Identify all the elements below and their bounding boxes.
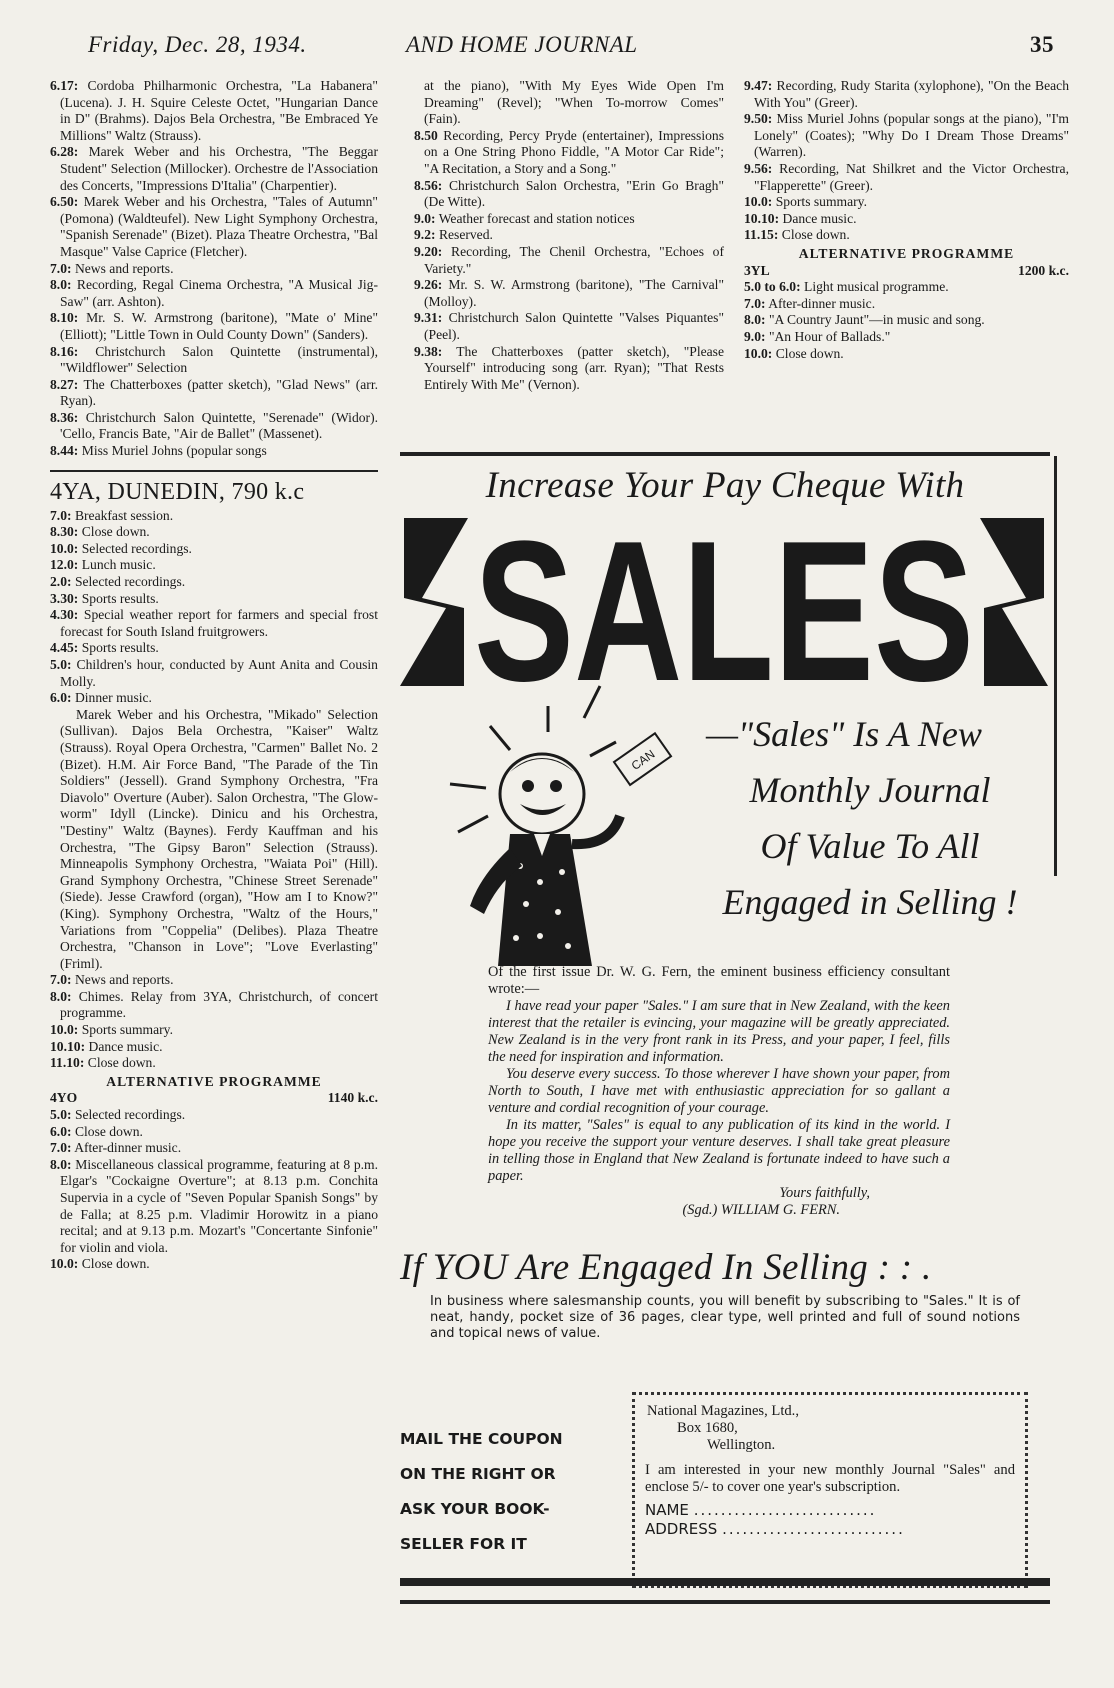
- mail-line-4: SELLER FOR IT: [400, 1535, 527, 1553]
- programme-time: 10.0:: [50, 540, 79, 556]
- programme-entry: [50, 591, 378, 608]
- programme-entry: [50, 541, 378, 558]
- programme-text: Christchurch Salon Quintette "Valses Piquantes" (Peel).: [424, 310, 724, 342]
- programme-text: Reserved.: [438, 227, 493, 243]
- programme-entry: [50, 1124, 378, 1141]
- programme-entry: [50, 277, 378, 310]
- programme-text: Sports results.: [81, 590, 159, 606]
- programme-entry: [50, 144, 378, 194]
- programme-time: 8.30:: [50, 524, 79, 540]
- mascot-card-text: CAN: [628, 746, 658, 773]
- programme-time: 8.0:: [744, 312, 766, 328]
- programme-text: Special weather report for farmers and special frost forecast for South Island fruitgrowers.: [60, 607, 378, 639]
- programme-entry: [414, 277, 724, 310]
- testimonial-letter: [488, 964, 950, 1219]
- programme-time: 8.56:: [414, 177, 443, 193]
- programme-text: Chimes. Relay from 3YA, Christchurch, of concert programme.: [60, 988, 378, 1021]
- tagline-line-2: Monthly Journal: [749, 770, 991, 810]
- ad-tagline: [690, 706, 1050, 930]
- programme-text: Christchurch Salon Orchestra, "Erin Go Bragh" (De Witte).: [424, 177, 724, 210]
- coupon-address-line-1: National Magazines, Ltd.,: [647, 1403, 799, 1419]
- programme-text: Lunch music.: [81, 557, 156, 573]
- programme-text: Recording, Regal Cinema Orchestra, "A Musical Jig-Saw" (arr. Ashton).: [60, 277, 378, 309]
- programme-time: 9.2:: [414, 227, 436, 243]
- engaged-headline: If YOU Are Engaged In Selling : : .: [400, 1247, 932, 1288]
- station-heading-4ya: 4YA, DUNEDIN, 790 k.c: [50, 470, 378, 506]
- programme-entry: [744, 279, 1069, 296]
- programme-text: Selected recordings.: [74, 574, 186, 590]
- programme-time: 10.0:: [50, 1256, 79, 1272]
- alt-station-frequency-3yl: 1200 k.c.: [1018, 262, 1069, 278]
- letter-paragraph-2: You deserve every success. To those wherever I have shown your paper, from North to South, I have met with enthusiastic appreciation for so gallant a venture and cordial recognition of your courage.: [488, 1066, 950, 1116]
- alt-station-callsign: 4YO: [50, 1090, 78, 1106]
- page-header: [88, 32, 1054, 64]
- coupon-address-line-3: Wellington.: [707, 1437, 776, 1453]
- tagline-line-4: Engaged in Selling !: [722, 882, 1018, 922]
- programme-time: 9.38:: [414, 343, 443, 359]
- programme-entry: [50, 657, 378, 690]
- programme-entry: [50, 1140, 378, 1157]
- programme-list-4yo: [50, 1107, 378, 1273]
- dinner-music-text: Marek Weber and his Orchestra, "Mikado" Selection (Sullivan). Dajos Bela Orchestra, "Kaiser" Waltz (Strauss). Royal Opera Orchestra, "Carmen" Ballet No. 2 (Bizet). H.M. Air Force Band, "The Parade of the Tin Soldiers" (Jessell). Grand Symphony Orchestra, "Fra Diavolo" Overture (Auber). Salon Orchestra, "The Glow-worm" Idyll (Lincke). Dinicu and his Orchestra, "Destiny" Waltz (Baynes). Ferdy Kauffman and his Orchestra, "The Gipsy Baron" Selection (Strauss). Minneapolis Symphony Orchestra, "Waiata Poi" (Hill). Grand Symphony Orchestra, "Chinese Street Serenade" (Siede). Jesse Crawford (organ), "How am I to Know?" (King). Symphony Orchestra, "Waltz of the Hours," Variations from "Coppelia" (Delibes). Plaza Theatre Orchestra, "Chanson in Love"; "Love Everlasting" (Friml).: [60, 706, 378, 971]
- programme-entry: [50, 972, 378, 989]
- engaged-body-text: In business where salesmanship counts, you will benefit by subscribing to "Sales." It is of neat, handy, pocket size of 36 pages, clear type, well printed and full of sound notions and topical news of value.: [430, 1294, 1020, 1341]
- programme-list-col3: [744, 78, 1069, 244]
- programme-entry: [50, 508, 378, 525]
- alt-station-line: [50, 1090, 378, 1107]
- mail-instructions: [400, 1422, 600, 1562]
- programme-text: Miss Muriel Johns (popular songs: [81, 443, 267, 459]
- programme-entry: [744, 194, 1069, 211]
- column-3: [744, 78, 1069, 362]
- programme-text: Mr. S. W. Armstrong (baritone), "Mate o' Mine" (Elliott); "Little Town in Ould County Down" (Sanders).: [60, 310, 378, 342]
- programme-entry: [744, 78, 1069, 111]
- programme-entry: [744, 161, 1069, 194]
- programme-entry: [50, 78, 378, 144]
- column-divider: [1054, 456, 1057, 876]
- programme-entry: [50, 261, 378, 278]
- programme-entry: [50, 1055, 378, 1072]
- programme-time: 6.0:: [50, 1123, 72, 1139]
- coupon-address-field[interactable]: [645, 1521, 1015, 1538]
- programme-text: News and reports.: [74, 972, 174, 988]
- programme-entry: [744, 227, 1069, 244]
- programme-text: Light musical programme.: [804, 279, 949, 295]
- letter-paragraph-1: I have read your paper "Sales." I am sure that in New Zealand, with the keen interest that the retailer is evincing, your magazine will be greatly appreciated. New Zealand is in the very front rank in its Press, and your paper, I feel, fills the need for inspiration and information.: [488, 998, 950, 1065]
- coupon-address-dots: ...........................: [722, 1520, 905, 1538]
- tagline-line-3: Of Value To All: [760, 826, 980, 866]
- programme-time: 4.45:: [50, 640, 79, 656]
- programme-time: 10.0:: [744, 345, 773, 361]
- programme-entry: [414, 178, 724, 211]
- programme-entry: [414, 244, 724, 277]
- programme-time: 8.50: [414, 127, 438, 143]
- programme-text: Close down.: [81, 524, 150, 540]
- programme-time: 9.26:: [414, 277, 443, 293]
- programme-entry: [50, 607, 378, 640]
- programme-entry: [50, 344, 378, 377]
- mail-line-3: ASK YOUR BOOK-: [400, 1500, 550, 1518]
- programme-entry: [50, 1256, 378, 1273]
- programme-entry: [744, 111, 1069, 161]
- programme-entry: [414, 128, 724, 178]
- tagline-line-1: —"Sales" Is A New: [706, 714, 982, 754]
- programme-text: Recording, Nat Shilkret and the Victor Orchestra, "Flapperette" (Greer).: [754, 160, 1069, 193]
- programme-time: 6.28:: [50, 144, 79, 160]
- letter-signature: (Sgd.) WILLIAM G. FERN.: [682, 1202, 840, 1218]
- programme-time: 10.10:: [744, 210, 780, 226]
- logo-text: SALES: [474, 500, 974, 723]
- programme-text: Recording, The Chenil Orchestra, "Echoes of Variety.": [424, 243, 725, 276]
- programme-text: Dinner music.: [74, 690, 152, 706]
- programme-text: Cordoba Philharmonic Orchestra, "La Habanera" (Lucena). J. H. Squire Celeste Octet, "Hungarian Dance in D" (Brahms). Dajos Bela Orchestra, "Be Embraced Ye Millions" Waltz (Strauss).: [60, 78, 378, 143]
- programme-entry: [414, 227, 724, 244]
- programme-entry: [50, 1157, 378, 1257]
- programme-text: The Chatterboxes (patter sketch), "Please Yourself" introducing song (arr. Ryan); "That Rests Entirely With Me" (Vernon).: [424, 343, 724, 392]
- alt-programme-heading-3yl: ALTERNATIVE PROGRAMME: [798, 245, 1015, 261]
- programme-text: Miss Muriel Johns (popular songs at the piano), "I'm Lonely" (Coates); "Why Do I Dream Those Dreams" (Warren).: [754, 111, 1070, 160]
- programme-text: Recording, Rudy Starita (xylophone), "On the Beach With You" (Greer).: [754, 78, 1069, 110]
- programme-time: 5.0:: [50, 1107, 72, 1123]
- programme-time: 9.50:: [744, 111, 773, 127]
- programme-text: Close down.: [74, 1123, 143, 1139]
- programme-time: 7.0:: [50, 507, 72, 523]
- letter-paragraph-3: In its matter, "Sales" is equal to any publication of its kind in the world. I hope you receive the support your venture deserves. I shall take great pleasure in telling those in England that New Zealand is fortunate indeed to have such a paper.: [488, 1117, 950, 1184]
- sales-advertisement: [400, 452, 1050, 1604]
- programme-time: 7.0:: [50, 972, 72, 988]
- coupon-name-label: NAME: [645, 1501, 689, 1519]
- programme-time: 9.20:: [414, 243, 443, 259]
- ad-footer-rule: [400, 1578, 1050, 1586]
- logo-right-bolt: [980, 518, 1048, 686]
- programme-time: 8.0:: [50, 988, 72, 1004]
- programme-text: Christchurch Salon Quintette (instrumental), "Wildflower" Selection: [60, 343, 378, 376]
- header-date: Friday, Dec. 28, 1934.: [88, 32, 307, 57]
- programme-entry: [50, 557, 378, 574]
- ad-headline: Increase Your Pay Cheque With: [485, 465, 965, 506]
- programme-entry: [50, 524, 378, 541]
- coupon-address-line-2: Box 1680,: [677, 1420, 738, 1436]
- programme-text: Marek Weber and his Orchestra, "The Beggar Student" Selection (Millocker). Orchestre de l'Association des Concerts, "Impressions D'Italia" (Charpentier).: [60, 144, 378, 193]
- programme-text: Selected recordings.: [74, 1107, 186, 1123]
- programme-time: 9.47:: [744, 78, 773, 93]
- programme-time: 2.0:: [50, 574, 72, 590]
- programme-text: Sports results.: [81, 640, 159, 656]
- programme-time: 10.0:: [744, 194, 773, 210]
- programme-entry: [744, 312, 1069, 329]
- coupon-address-label: ADDRESS: [645, 1520, 718, 1538]
- letter-intro: Of the first issue Dr. W. G. Fern, the eminent business efficiency consultant wrote:—: [488, 964, 950, 997]
- programme-entry: [50, 574, 378, 591]
- programme-time: 9.0:: [414, 210, 436, 226]
- programme-entry: [414, 211, 724, 228]
- programme-text: Close down.: [781, 227, 850, 243]
- programme-entry: [50, 1039, 378, 1056]
- programme-text: "An Hour of Ballads.": [768, 328, 891, 344]
- programme-time: 10.0:: [50, 1022, 79, 1038]
- programme-time: 3.30:: [50, 590, 79, 606]
- programme-text: Marek Weber and his Orchestra, "Tales of Autumn" (Pomona) (Waldteufel). New Light Symphony Orchestra, "Spanish Serenade" (Bizet). Plaza Theatre Orchestra, "Bal Masque" Valse Caprice (Fletcher).: [60, 194, 378, 259]
- programme-time: 7.0:: [744, 295, 766, 311]
- mail-line-1: MAIL THE COUPON: [400, 1430, 563, 1448]
- programme-text: Sports summary.: [775, 194, 867, 210]
- programme-time: 6.0:: [50, 690, 72, 706]
- programme-list-3yl: [744, 279, 1069, 362]
- coupon-name-field[interactable]: [645, 1502, 1015, 1519]
- programme-text: Close down.: [81, 1256, 150, 1272]
- salesman-mascot-illustration: [440, 676, 690, 966]
- programme-entry: [744, 211, 1069, 228]
- programme-time: 8.10:: [50, 310, 79, 326]
- programme-list-4ya: [50, 508, 378, 707]
- programme-text: News and reports.: [74, 260, 174, 276]
- programme-text: Weather forecast and station notices: [438, 210, 635, 226]
- programme-time: 5.0:: [50, 657, 72, 672]
- programme-time: 9.0:: [744, 328, 766, 344]
- logo-left-bolt: [400, 518, 468, 686]
- programme-entry: [50, 410, 378, 443]
- programme-entry: [744, 346, 1069, 363]
- coupon-message: I am interested in your new monthly Journal "Sales" and enclose 5/- to cover one year's subscription.: [645, 1462, 1015, 1495]
- programme-text: Close down.: [87, 1055, 156, 1071]
- programme-text: After-dinner music.: [74, 1140, 182, 1156]
- column-2: [414, 78, 724, 393]
- alt-station-frequency: 1140 k.c.: [327, 1090, 378, 1106]
- programme-time: 11.10:: [50, 1055, 85, 1071]
- column-1: [50, 78, 378, 1273]
- programme-entry: [50, 310, 378, 343]
- programme-text: After-dinner music.: [768, 295, 876, 311]
- programme-text: Selected recordings.: [81, 540, 192, 556]
- programme-time: 9.56:: [744, 160, 773, 176]
- programme-entry: [744, 329, 1069, 346]
- programme-entry: [50, 640, 378, 657]
- coupon-address: [645, 1403, 1015, 1454]
- alt-station-callsign-3yl: 3YL: [744, 262, 770, 278]
- coupon-name-dots: ...........................: [693, 1501, 877, 1519]
- programme-text: Breakfast session.: [74, 507, 174, 523]
- programme-time: 7.0:: [50, 1140, 72, 1156]
- programme-time: 8.16:: [50, 343, 79, 359]
- programme-time: 5.0 to 6.0:: [744, 279, 801, 295]
- programme-text: "A Country Jaunt"—in music and song.: [768, 312, 985, 328]
- sales-logo: [398, 500, 1050, 723]
- programme-entry: [414, 310, 724, 343]
- programme-time: 8.0:: [50, 277, 72, 293]
- programme-text: Christchurch Salon Quintette, "Serenade" (Widor). 'Cello, Francis Bate, "Air de Ballet" (Massenet).: [60, 409, 378, 442]
- programme-time: 8.0:: [50, 1156, 72, 1172]
- programme-entry: [50, 443, 378, 460]
- programme-time: 9.31:: [414, 310, 443, 326]
- subscription-coupon[interactable]: [632, 1392, 1028, 1588]
- programme-time: 7.0:: [50, 260, 72, 276]
- programme-lead-text: at the piano), "With My Eyes Wide Open I'm Dreaming" (Revel); "When To-morrow Comes" (Fain).: [424, 78, 724, 127]
- programme-text: Mr. S. W. Armstrong (baritone), "The Carnival" (Molloy).: [424, 277, 724, 309]
- mail-line-2: ON THE RIGHT OR: [400, 1465, 556, 1483]
- alt-programme-heading: ALTERNATIVE PROGRAMME: [106, 1073, 322, 1089]
- programme-time: 6.50:: [50, 194, 79, 210]
- programme-text: Dance music.: [782, 210, 857, 226]
- programme-text: Miscellaneous classical programme, featuring at 8 p.m. Elgar's "Cockaigne Overture"; at 8.13 p.m. Conchita Supervia in a cycle of "Seven Popular Spanish Songs" by de Falla; at 8.25 p.m. Vladimir Horowitz in a piano recital; and at 9.13 p.m. Mozart's "Concertante Sinfonie" for violin and viola.: [60, 1156, 378, 1255]
- programme-list-evening: [50, 972, 378, 1072]
- alt-station-line-3yl: [744, 263, 1069, 280]
- programme-entry: [50, 194, 378, 260]
- programme-entry: [50, 690, 378, 707]
- programme-text: Children's hour, conducted by Aunt Anita and Cousin Molly.: [60, 657, 378, 689]
- programme-entry: [50, 377, 378, 410]
- programme-time: 8.36:: [50, 409, 79, 425]
- programme-time: 6.17:: [50, 78, 79, 93]
- page-number: 35: [1030, 32, 1054, 57]
- programme-entry: [50, 1022, 378, 1039]
- programme-text: Recording, Percy Pryde (entertainer), Impressions on a One String Phono Fiddle, "A Motor Car Ride"; "A Recitation, a Story and a Song.": [424, 127, 724, 176]
- programme-entry: [414, 344, 724, 394]
- programme-time: 4.30:: [50, 607, 79, 623]
- programme-text: Sports summary.: [81, 1022, 173, 1038]
- programme-time: 10.10:: [50, 1038, 86, 1054]
- programme-time: 8.44:: [50, 443, 79, 459]
- programme-time: 12.0:: [50, 557, 79, 573]
- programme-entry: [50, 1107, 378, 1124]
- programme-entry: [744, 296, 1069, 313]
- programme-time: 11.15:: [744, 227, 779, 243]
- programme-list-continued: [50, 78, 378, 460]
- programme-entry: [50, 989, 378, 1022]
- programme-text: Close down.: [775, 345, 844, 361]
- programme-text: Dance music.: [88, 1038, 163, 1054]
- programme-list-col2: [414, 128, 724, 394]
- letter-signoff: Yours faithfully,: [779, 1185, 870, 1201]
- programme-text: The Chatterboxes (patter sketch), "Glad News" (arr. Ryan).: [60, 376, 378, 409]
- programme-time: 8.27:: [50, 376, 79, 392]
- header-journal-title: AND HOME JOURNAL: [406, 32, 638, 57]
